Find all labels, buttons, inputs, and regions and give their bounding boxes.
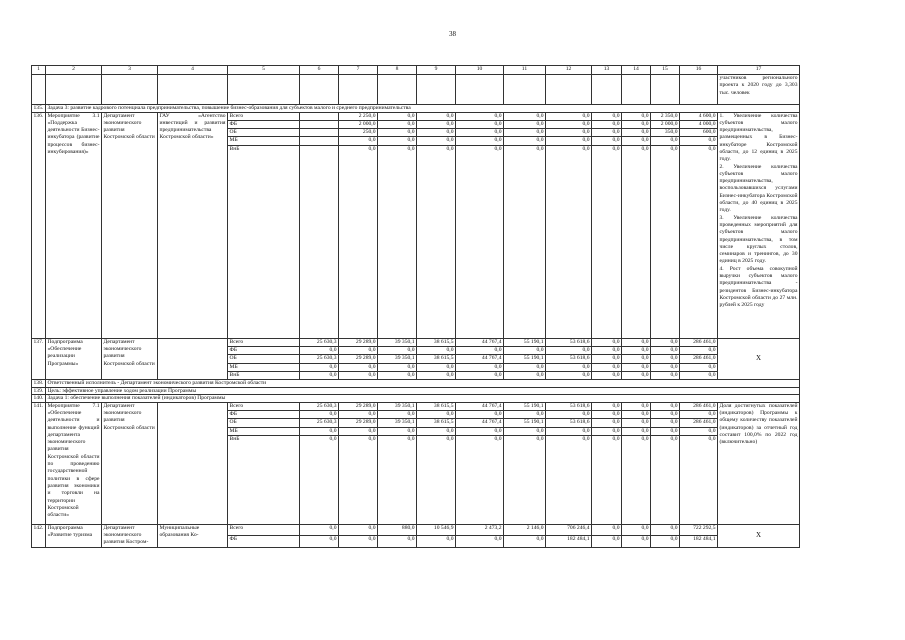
funding-row — [32, 112, 800, 120]
amount-cell: 53 618,6 — [546, 419, 592, 427]
amount-cell: 53 618,6 — [546, 402, 592, 410]
amount-cell: 0,0 — [456, 363, 504, 371]
amount-cell: 0,0 — [417, 129, 456, 137]
amount-cell: 0,0 — [546, 145, 592, 338]
amount-cell: 55 190,1 — [504, 419, 546, 427]
expected-result: Доля достигнутых показателей (индикаторов) Программы к общему количеству показателей (индикаторов) за отчетный год составит 100,0% по 2022 год (включительно) — [718, 402, 800, 524]
amount-cell: 0,0 — [680, 410, 718, 418]
funding-source: ВнБ — [228, 145, 300, 338]
amount-cell: 0,0 — [592, 346, 622, 354]
amount-cell: 286 461,0 — [680, 338, 718, 346]
funding-row — [32, 338, 800, 346]
amount-cell: 4 600,0 — [680, 112, 718, 120]
amount-cell: 0,0 — [504, 346, 546, 354]
amount-cell: 0,0 — [546, 120, 592, 128]
amount-cell: 0,0 — [651, 137, 680, 145]
empty-cell — [300, 137, 339, 145]
amount-cell: 0,0 — [456, 129, 504, 137]
amount-cell: 25 630,3 — [300, 402, 339, 410]
column-header: 2 — [46, 66, 102, 75]
amount-cell: 29 289,0 — [339, 402, 378, 410]
column-header: 1 — [32, 66, 46, 75]
funding-source: ФБ — [228, 346, 300, 354]
budget-table-sheet — [31, 65, 800, 548]
amount-cell: 0,0 — [504, 129, 546, 137]
amount-cell: 53 618,6 — [546, 355, 592, 363]
amount-cell: 55 190,1 — [504, 355, 546, 363]
amount-cell: 4 000,0 — [680, 120, 718, 128]
empty-cell — [300, 145, 339, 338]
amount-cell: 0,0 — [546, 137, 592, 145]
empty-cell — [378, 75, 417, 105]
column-header: 12 — [546, 66, 592, 75]
amount-cell: 0,0 — [456, 371, 504, 379]
amount-cell: 250,0 — [339, 129, 378, 137]
amount-cell: 0,0 — [680, 371, 718, 379]
amount-cell: 0,0 — [378, 129, 417, 137]
empty-cell — [651, 75, 680, 105]
amount-cell: 0,0 — [592, 137, 622, 145]
amount-cell: 0,0 — [622, 435, 651, 524]
amount-cell: 722 292,5 — [680, 524, 718, 535]
amount-cell: 0,0 — [546, 410, 592, 418]
amount-cell: 0,0 — [592, 402, 622, 410]
amount-cell: 0,0 — [339, 371, 378, 379]
empty-cell — [339, 75, 378, 105]
funding-source: ОБ — [228, 355, 300, 363]
amount-cell: 44 767,4 — [456, 355, 504, 363]
responsible-executor: Департамент экономического развития Костромской области — [102, 338, 158, 379]
amount-cell: 0,0 — [680, 427, 718, 435]
amount-cell: 0,0 — [651, 145, 680, 338]
amount-cell: 0,0 — [622, 410, 651, 418]
amount-cell: 39 350,1 — [378, 419, 417, 427]
section-text: Задача 1: обеспечение выполнения показателей (индикаторов) Программы — [46, 395, 800, 403]
header-row — [32, 66, 800, 75]
amount-cell: 25 630,3 — [300, 355, 339, 363]
budget-table — [31, 65, 800, 548]
amount-cell: 0,0 — [546, 371, 592, 379]
amount-cell: 0,0 — [622, 371, 651, 379]
amount-cell: 55 190,1 — [504, 402, 546, 410]
amount-cell: 0,0 — [592, 536, 622, 547]
page-number: 38 — [449, 30, 456, 38]
amount-cell: 0,0 — [300, 435, 339, 524]
amount-cell: 0,0 — [417, 363, 456, 371]
amount-cell: 0,0 — [546, 435, 592, 524]
amount-cell: 0,0 — [651, 355, 680, 363]
amount-cell: 0,0 — [651, 363, 680, 371]
measure-name: Подпрограмма «Развитие туризма — [46, 524, 102, 547]
amount-cell: 0,0 — [651, 536, 680, 547]
amount-cell: 0,0 — [456, 137, 504, 145]
amount-cell: 0,0 — [680, 435, 718, 524]
expected-result: 1. Увеличение количества субъектов малого предпринимательства, размещенных в Бизнес-инкубаторе Костромской области, до 12 единиц в 2025 году. 2. Увеличение количества субъектов малого предпринимательства, воспользовавшихся услугами Бизнес-инкубатора Костромской области, до 40 единиц в 2025 году. 3. Увеличение количества проведенных мероприятий для субъектов малого предпринимательства, в том числе круглых столов, семинаров и тренингов, до 30 единиц в 2025 году. 4. Рост объема совокупной выручки субъектов малого предпринимательства - резидентов Бизнес-инкубатора Костромской области до 27 млн. рублей к 2025 году — [718, 112, 800, 338]
amount-cell: 0,0 — [622, 346, 651, 354]
section-row — [32, 395, 800, 403]
amount-cell: 0,0 — [651, 427, 680, 435]
empty-cell — [622, 75, 651, 105]
amount-cell: 0,0 — [417, 371, 456, 379]
empty-cell — [300, 75, 339, 105]
continuation-text: участников регионального проекта к 2020 году до 3,303 тыс. человек — [718, 75, 800, 105]
amount-cell: 0,0 — [378, 346, 417, 354]
empty-cell — [546, 75, 592, 105]
amount-cell: 0,0 — [592, 112, 622, 120]
responsible-executor: Департамент экономического развития Костромской области — [102, 112, 158, 338]
amount-cell: 0,0 — [680, 346, 718, 354]
amount-cell: 0,0 — [546, 346, 592, 354]
expected-result: Х — [718, 524, 800, 547]
amount-cell: 0,0 — [504, 371, 546, 379]
amount-cell: 55 190,1 — [504, 338, 546, 346]
empty-cell — [158, 75, 228, 105]
amount-cell: 0,0 — [651, 524, 680, 535]
amount-cell: 0,0 — [622, 402, 651, 410]
empty-cell — [46, 75, 102, 105]
amount-cell: 0,0 — [300, 410, 339, 418]
amount-cell: 0,0 — [622, 145, 651, 338]
empty-cell — [592, 75, 622, 105]
amount-cell: 0,0 — [592, 427, 622, 435]
funding-source: МБ — [228, 363, 300, 371]
amount-cell: 0,0 — [622, 427, 651, 435]
amount-cell: 0,0 — [417, 536, 456, 547]
amount-cell: 0,0 — [300, 371, 339, 379]
amount-cell: 0,0 — [339, 145, 378, 338]
empty-cell — [456, 75, 504, 105]
amount-cell: 0,0 — [622, 120, 651, 128]
amount-cell: 0,0 — [622, 363, 651, 371]
amount-cell: 0,0 — [378, 145, 417, 338]
amount-cell: 286 461,0 — [680, 419, 718, 427]
amount-cell: 706 246,4 — [546, 524, 592, 535]
program-row — [32, 524, 800, 535]
amount-cell: 0,0 — [339, 435, 378, 524]
amount-cell: 182 484,1 — [680, 536, 718, 547]
amount-cell: 0,0 — [680, 363, 718, 371]
column-header: 11 — [504, 66, 546, 75]
funding-source: Всего — [228, 338, 300, 346]
co-executor: ГАУ «Агентство инвестиций и развития предпринимательства Костромской области» — [158, 112, 228, 338]
column-header: 13 — [592, 66, 622, 75]
amount-cell: 0,0 — [546, 427, 592, 435]
section-text: Цель: эффективное управление ходом реализации Программы — [46, 387, 800, 395]
amount-cell: 0,0 — [456, 145, 504, 338]
empty-cell — [102, 75, 158, 105]
funding-source: ФБ — [228, 536, 300, 547]
amount-cell: 0,0 — [417, 120, 456, 128]
amount-cell: 0,0 — [592, 338, 622, 346]
amount-cell: 39 350,1 — [378, 355, 417, 363]
amount-cell: 0,0 — [378, 427, 417, 435]
amount-cell: 39 350,1 — [378, 338, 417, 346]
amount-cell: 44 767,4 — [456, 419, 504, 427]
amount-cell: 0,0 — [592, 410, 622, 418]
amount-cell: 2 000,0 — [339, 120, 378, 128]
amount-cell: 0,0 — [456, 120, 504, 128]
section-row — [32, 105, 800, 113]
column-header: 15 — [651, 66, 680, 75]
amount-cell: 0,0 — [504, 145, 546, 338]
amount-cell: 0,0 — [622, 355, 651, 363]
amount-cell: 0,0 — [456, 435, 504, 524]
amount-cell: 0,0 — [417, 112, 456, 120]
expected-result: Х — [718, 338, 800, 379]
amount-cell: 0,0 — [592, 145, 622, 338]
column-header: 14 — [622, 66, 651, 75]
amount-cell: 0,0 — [339, 410, 378, 418]
row-number: 142. — [32, 524, 46, 547]
row-number: 138. — [32, 380, 46, 388]
amount-cell: 0,0 — [592, 371, 622, 379]
amount-cell: 38 615,5 — [417, 419, 456, 427]
amount-cell: 0,0 — [504, 435, 546, 524]
amount-cell: 0,0 — [592, 363, 622, 371]
funding-source: МБ — [228, 137, 300, 145]
amount-cell: 0,0 — [546, 112, 592, 120]
amount-cell: 0,0 — [592, 129, 622, 137]
amount-cell: 0,0 — [378, 410, 417, 418]
amount-cell: 0,0 — [300, 427, 339, 435]
amount-cell: 0,0 — [651, 410, 680, 418]
empty-cell — [228, 75, 300, 105]
funding-source: ВнБ — [228, 371, 300, 379]
amount-cell: 0,0 — [622, 129, 651, 137]
amount-cell: 44 767,4 — [456, 402, 504, 410]
amount-cell: 2 250,0 — [339, 112, 378, 120]
amount-cell: 0,0 — [300, 536, 339, 547]
column-header: 5 — [228, 66, 300, 75]
amount-cell: 38 615,5 — [417, 338, 456, 346]
amount-cell: 0,0 — [504, 410, 546, 418]
empty-cell — [417, 75, 456, 105]
amount-cell: 0,0 — [622, 338, 651, 346]
amount-cell: 286 461,0 — [680, 402, 718, 410]
amount-cell: 0,0 — [592, 120, 622, 128]
funding-source: ОБ — [228, 129, 300, 137]
funding-source: ВнБ — [228, 435, 300, 524]
amount-cell: 0,0 — [456, 536, 504, 547]
funding-source: ОБ — [228, 419, 300, 427]
amount-cell: 0,0 — [651, 346, 680, 354]
amount-cell: 10 546,9 — [417, 524, 456, 535]
amount-cell: 0,0 — [339, 524, 378, 535]
amount-cell: 0,0 — [378, 435, 417, 524]
amount-cell: 182 484,1 — [546, 536, 592, 547]
amount-cell: 0,0 — [622, 112, 651, 120]
amount-cell: 0,0 — [417, 410, 456, 418]
row-number: 141. — [32, 402, 46, 524]
amount-cell: 286 461,0 — [680, 355, 718, 363]
amount-cell: 0,0 — [592, 524, 622, 535]
amount-cell: 2 350,0 — [651, 112, 680, 120]
funding-row — [32, 402, 800, 410]
section-row — [32, 380, 800, 388]
amount-cell: 25 630,3 — [300, 419, 339, 427]
funding-source: Всего — [228, 112, 300, 120]
responsible-executor: Департамент экономического развития Костромской области — [102, 402, 158, 524]
column-header: 17 — [718, 66, 800, 75]
column-header: 8 — [378, 66, 417, 75]
empty-cell — [300, 120, 339, 128]
amount-cell: 0,0 — [378, 120, 417, 128]
empty-cell — [300, 112, 339, 120]
amount-cell: 0,0 — [339, 346, 378, 354]
amount-cell: 0,0 — [300, 346, 339, 354]
amount-cell: 25 630,3 — [300, 338, 339, 346]
funding-source: Всего — [228, 524, 300, 535]
amount-cell: 600,0 — [680, 129, 718, 137]
co-executor: Муниципальные образования Ко- — [158, 524, 228, 547]
funding-source: Всего — [228, 402, 300, 410]
funding-source: МБ — [228, 427, 300, 435]
amount-cell: 0,0 — [378, 112, 417, 120]
measure-name: Подпрограмма «Обеспечение реализации Программы» — [46, 338, 102, 379]
amount-cell: 0,0 — [378, 371, 417, 379]
amount-cell: 0,0 — [417, 137, 456, 145]
empty-cell — [158, 338, 228, 379]
amount-cell: 0,0 — [456, 410, 504, 418]
measure-name: Мероприятие 7.1 «Обеспечение деятельности и выполнение функций департамента экономического развития Костромской области по проведению государственной политики в сфере развития экономики и торговли на территории Костромской области» — [46, 402, 102, 524]
amount-cell: 29 289,0 — [339, 355, 378, 363]
amount-cell: 53 618,6 — [546, 338, 592, 346]
column-header: 6 — [300, 66, 339, 75]
empty-cell — [680, 75, 718, 105]
amount-cell: 39 350,1 — [378, 402, 417, 410]
amount-cell: 0,0 — [504, 137, 546, 145]
amount-cell: 0,0 — [378, 137, 417, 145]
column-header: 16 — [680, 66, 718, 75]
amount-cell: 0,0 — [592, 419, 622, 427]
row-number: 140. — [32, 395, 46, 403]
amount-cell: 2 000,0 — [651, 120, 680, 128]
amount-cell: 0,0 — [651, 371, 680, 379]
amount-cell: 0,0 — [339, 363, 378, 371]
amount-cell: 0,0 — [592, 355, 622, 363]
amount-cell: 29 289,0 — [339, 419, 378, 427]
section-text: Ответственный исполнитель - Департамент экономического развития Костромской области — [46, 380, 800, 388]
amount-cell: 38 615,5 — [417, 402, 456, 410]
amount-cell: 0,0 — [651, 435, 680, 524]
amount-cell: 0,0 — [417, 145, 456, 338]
measure-name: Мероприятие 3.1 «Поддержка деятельности Бизнес-инкубатора (развитие процессов бизнес-инкубирования)» — [46, 112, 102, 338]
section-text: Задача 3: развитие кадрового потенциала предпринимательства, повышение бизнес-образования для субъектов малого и среднего предпринимательства — [46, 105, 800, 113]
amount-cell: 0,0 — [622, 419, 651, 427]
amount-cell: 0,0 — [592, 435, 622, 524]
amount-cell: 2 473,2 — [456, 524, 504, 535]
amount-cell: 0,0 — [504, 536, 546, 547]
funding-source: ФБ — [228, 120, 300, 128]
amount-cell: 0,0 — [622, 524, 651, 535]
amount-cell: 29 289,0 — [339, 338, 378, 346]
amount-cell: 0,0 — [504, 120, 546, 128]
amount-cell: 0,0 — [456, 427, 504, 435]
amount-cell: 0,0 — [651, 419, 680, 427]
continuation-row — [32, 75, 800, 105]
row-number: 139. — [32, 387, 46, 395]
amount-cell: 0,0 — [651, 402, 680, 410]
amount-cell: 0,0 — [456, 112, 504, 120]
amount-cell: 0,0 — [546, 363, 592, 371]
column-header: 4 — [158, 66, 228, 75]
amount-cell: 0,0 — [378, 363, 417, 371]
column-header: 3 — [102, 66, 158, 75]
amount-cell: 0,0 — [300, 363, 339, 371]
responsible-executor: Департамент экономического развития Костром- — [102, 524, 158, 547]
amount-cell: 0,0 — [417, 346, 456, 354]
column-header: 10 — [456, 66, 504, 75]
empty-cell — [504, 75, 546, 105]
amount-cell: 0,0 — [417, 427, 456, 435]
amount-cell: 880,0 — [378, 524, 417, 535]
amount-cell: 0,0 — [378, 536, 417, 547]
amount-cell: 350,0 — [651, 129, 680, 137]
amount-cell: 0,0 — [339, 427, 378, 435]
row-number: 137. — [32, 338, 46, 379]
amount-cell: 0,0 — [546, 129, 592, 137]
amount-cell: 0,0 — [680, 137, 718, 145]
amount-cell: 0,0 — [504, 427, 546, 435]
amount-cell: 0,0 — [456, 346, 504, 354]
row-number: 135. — [32, 105, 46, 113]
empty-cell — [300, 129, 339, 137]
column-header: 9 — [417, 66, 456, 75]
funding-source: ФБ — [228, 410, 300, 418]
section-row — [32, 387, 800, 395]
column-header: 7 — [339, 66, 378, 75]
empty-cell — [158, 402, 228, 524]
amount-cell: 0,0 — [622, 137, 651, 145]
amount-cell: 0,0 — [339, 137, 378, 145]
amount-cell: 0,0 — [622, 536, 651, 547]
amount-cell: 0,0 — [680, 145, 718, 338]
amount-cell: 0,0 — [417, 435, 456, 524]
amount-cell: 0,0 — [300, 524, 339, 535]
amount-cell: 38 615,5 — [417, 355, 456, 363]
empty-cell — [32, 75, 46, 105]
row-number: 136. — [32, 112, 46, 338]
amount-cell: 0,0 — [504, 363, 546, 371]
amount-cell: 2 146,0 — [504, 524, 546, 535]
amount-cell: 44 767,4 — [456, 338, 504, 346]
amount-cell: 0,0 — [339, 536, 378, 547]
amount-cell: 0,0 — [504, 112, 546, 120]
amount-cell: 0,0 — [651, 338, 680, 346]
